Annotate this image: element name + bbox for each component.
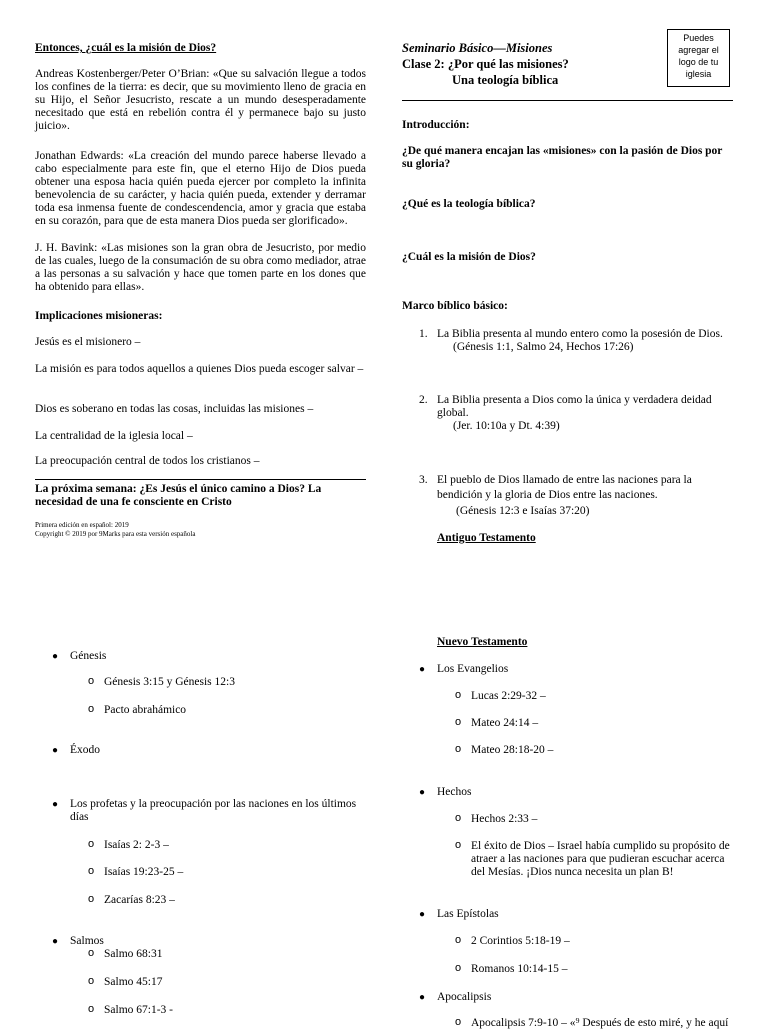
question-missions: ¿De qué manera encajan las «misiones» con la pasión de Dios por su gloria? (402, 145, 723, 170)
sub-item: Salmo 45:17 (104, 976, 163, 988)
ot-item-genesis: Génesis (70, 650, 107, 662)
logo-line: logo de tu (678, 57, 719, 67)
point-reference: (Génesis 12:3 e Isaías 37:20) (456, 505, 590, 517)
sub-item: Mateo 24:14 – (471, 717, 539, 729)
class-subtitle: Una teología bíblica (452, 73, 559, 87)
circle-bullet-icon: o (88, 865, 95, 877)
intro-heading: Introducción: (402, 119, 470, 131)
class-title: Clase 2: ¿Por qué las misiones? (402, 57, 569, 71)
nt-item-epistolas: Las Epístolas (437, 908, 499, 920)
circle-bullet-icon: o (455, 839, 462, 851)
logo-placeholder (667, 29, 730, 87)
ot-item-exodo: Éxodo (70, 744, 101, 756)
copyright-note: Copyright © 2019 por 9Marks para esta versión española (35, 530, 196, 538)
sub-item: Romanos 10:14-15 – (471, 963, 568, 975)
question-gods-mission: ¿Cuál es la misión de Dios? (402, 251, 536, 263)
sub-item: Zacarías 8:23 – (104, 894, 175, 906)
circle-bullet-icon: o (88, 1003, 95, 1015)
circle-bullet-icon: o (88, 703, 95, 715)
circle-bullet-icon: o (455, 1016, 462, 1028)
circle-bullet-icon: o (88, 675, 95, 687)
ot-item-salmos: Salmos (70, 935, 104, 947)
bullet-icon: ● (52, 745, 59, 756)
logo-line: iglesia (685, 69, 712, 79)
point-number: 3. (419, 474, 428, 486)
nt-item-evangelios: Los Evangelios (437, 663, 509, 675)
circle-bullet-icon: o (455, 934, 462, 946)
implication-item: La misión es para todos aquellos a quienes Dios pueda escoger salvar – (35, 363, 364, 375)
bullet-icon: ● (52, 651, 59, 662)
bullet-icon: ● (52, 936, 59, 947)
circle-bullet-icon: o (88, 893, 95, 905)
logo-line: agregar el (678, 45, 719, 55)
point-text: La Biblia presenta al mundo entero como la posesión de Dios. (437, 328, 723, 340)
implication-item: La centralidad de la iglesia local – (35, 430, 193, 442)
circle-bullet-icon: o (455, 962, 462, 974)
sub-item: Salmo 68:31 (104, 948, 163, 960)
bullet-icon: ● (52, 799, 59, 810)
bullet-icon: ● (419, 664, 426, 675)
sub-item: Isaías 19:23-25 – (104, 866, 184, 878)
circle-bullet-icon: o (88, 838, 95, 850)
sub-item: Pacto abrahámico (104, 704, 187, 716)
bullet-icon: ● (419, 992, 426, 1003)
nt-item-hechos: Hechos (437, 786, 472, 798)
sub-item: Mateo 28:18-20 – (471, 744, 554, 756)
point-text: global. (437, 407, 469, 419)
nt-heading: Nuevo Testamento (437, 636, 528, 648)
quote-kostenberger: Andreas Kostenberger/Peter O’Brian: «Que su salvación llegue a todos los confines de la tierra: es decir, que su movimiento lleno de gracia en su Hijo, el Señor Jesucristo, rescate a un mundo desesperadamente necesitado que está en rebelión contra él y permanece bajo su justo juicio». (35, 68, 366, 132)
implication-item: Dios es soberano en todas las cosas, incluidas las misiones – (35, 403, 314, 415)
sub-item: Apocalipsis 7:9-10 – «⁹ Después de esto miré, y he aquí (471, 1017, 729, 1029)
sub-item: 2 Corintios 5:18-19 – (471, 935, 570, 947)
quote-edwards: Jonathan Edwards: «La creación del mundo parece haberse llevado a cabo especialmente para este fin, que el eterno Hijo de Dios pueda obtener una esposa hacia quién pueda ejercer por completo la infinita benevolencia de su carácter, y hacia quién pueda, extender y derramar toda esa inmensa fuente de condescendencia, amor y gracia que estaba en su corazón, para que de esta manera Dios pueda ser glorificado». (35, 150, 366, 227)
sub-item: El éxito de Dios – Israel había cumplido su propósito de atraer a las naciones para que pudieran escuchar acerca del Mesías. ¡Dios nunca necesita un plan B! (471, 840, 730, 878)
series-title: Seminario Básico—Misiones (402, 41, 553, 55)
point-number: 1. (419, 328, 428, 340)
sub-item: Lucas 2:29-32 – (471, 690, 546, 702)
logo-line: Puedes (683, 33, 714, 43)
framework-heading: Marco bíblico básico: (402, 300, 508, 312)
ot-item-profetas: Los profetas y la preocupación por las naciones en los últimos días (70, 798, 357, 823)
sub-item: Isaías 2: 2-3 – (104, 839, 169, 851)
circle-bullet-icon: o (455, 812, 462, 824)
ot-heading: Antiguo Testamento (437, 532, 536, 544)
circle-bullet-icon: o (88, 975, 95, 987)
implication-item: Jesús es el misionero – (35, 336, 141, 348)
mission-heading: Entonces, ¿cuál es la misión de Dios? (35, 42, 217, 54)
circle-bullet-icon: o (455, 743, 462, 755)
quote-bavink: J. H. Bavink: «Las misiones son la gran obra de Jesucristo, por medio de las cuales, luego de la consumación de su obra como mediador, atrae a las personas a su salvación y hace que tomen parte en los dones que ha obtenido para ellas». (35, 242, 366, 293)
next-week-note: La próxima semana: ¿Es Jesús el único camino a Dios? La necesidad de una fe consciente en Cristo (35, 483, 322, 508)
divider (35, 479, 366, 480)
sub-item: Hechos 2:33 – (471, 813, 538, 825)
nt-item-apocalipsis: Apocalipsis (437, 991, 492, 1003)
point-text: El pueblo de Dios llamado de entre las naciones para la (437, 474, 692, 486)
bullet-icon: ● (419, 909, 426, 920)
point-text: La Biblia presenta a Dios como la única y verdadera deidad (437, 394, 712, 406)
sub-item: Salmo 67:1-3 - (104, 1004, 173, 1016)
point-number: 2. (419, 394, 428, 406)
implications-heading: Implicaciones misioneras: (35, 310, 163, 322)
point-reference: (Génesis 1:1, Salmo 24, Hechos 17:26) (453, 341, 634, 353)
circle-bullet-icon: o (455, 716, 462, 728)
question-biblical-theology: ¿Qué es la teología bíblica? (402, 198, 536, 210)
circle-bullet-icon: o (455, 689, 462, 701)
point-reference: (Jer. 10:10a y Dt. 4:39) (453, 420, 560, 432)
sub-item: Génesis 3:15 y Génesis 12:3 (104, 676, 235, 688)
edition-note: Primera edición en español: 2019 (35, 521, 129, 529)
title-divider (402, 100, 733, 101)
point-text: bendición y la gloria de Dios entre las naciones. (437, 489, 658, 501)
circle-bullet-icon: o (88, 947, 95, 959)
bullet-icon: ● (419, 787, 426, 798)
implication-item: La preocupación central de todos los cristianos – (35, 455, 260, 467)
